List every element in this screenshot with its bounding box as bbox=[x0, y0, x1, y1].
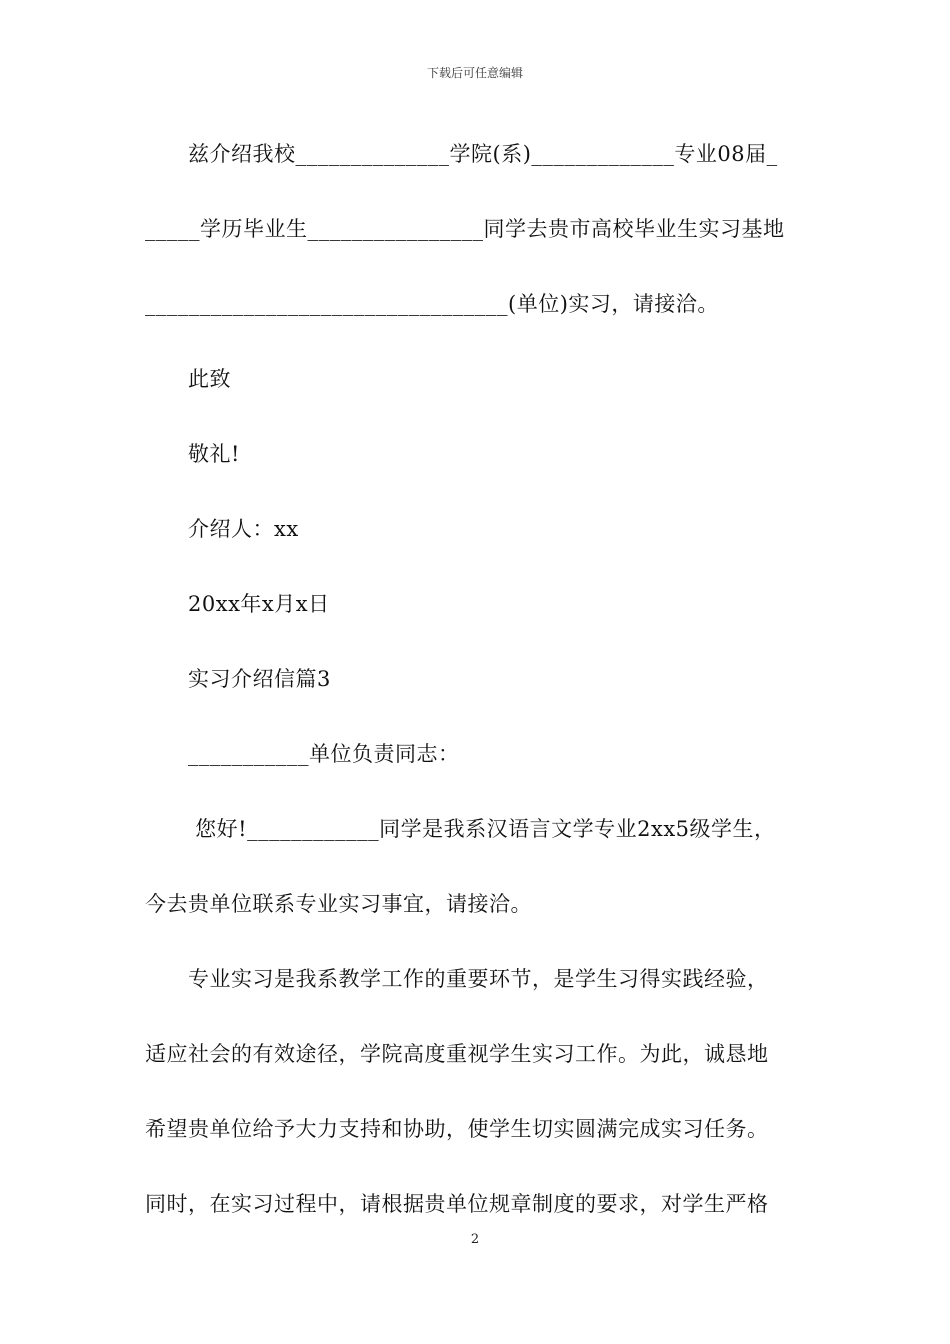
recipient-line: ___________单位负责同志： bbox=[188, 742, 460, 766]
closing-regards: 敬礼! bbox=[188, 442, 240, 466]
section-title: 实习介绍信篇3 bbox=[188, 667, 331, 691]
paragraph-line: 专业实习是我系教学工作的重要环节，是学生习得实践经验， bbox=[188, 967, 769, 991]
paragraph-line: 今去贵单位联系专业实习事宜，请接洽。 bbox=[145, 892, 532, 916]
paragraph-line: 同时，在实习过程中，请根据贵单位规章制度的要求，对学生严格 bbox=[145, 1192, 769, 1216]
paragraph-line: 适应社会的有效途径，学院高度重视学生实习工作。为此，诚恳地 bbox=[145, 1042, 769, 1066]
page-header: 下载后可任意编辑 bbox=[426, 66, 523, 80]
closing-salutation: 此致 bbox=[188, 367, 231, 391]
letter-line-graduate: _____学历毕业生________________同学去贵市高校毕业生实习基地 bbox=[145, 217, 785, 241]
greeting-line: 您好!____________同学是我系汉语言文学专业2xx5级学生， bbox=[188, 817, 776, 841]
date-line: 20xx年x月x日 bbox=[188, 592, 330, 616]
letter-line-intro: 兹介绍我校______________学院(系)_____________专业08届_ bbox=[188, 142, 778, 166]
letter-line-unit: _________________________________(单位)实习，请接洽。 bbox=[145, 292, 719, 316]
page-number: 2 bbox=[470, 1232, 480, 1247]
introducer-line: 介绍人：xx bbox=[188, 517, 299, 541]
paragraph-line: 希望贵单位给予大力支持和协助，使学生切实圆满完成实习任务。 bbox=[145, 1117, 769, 1141]
